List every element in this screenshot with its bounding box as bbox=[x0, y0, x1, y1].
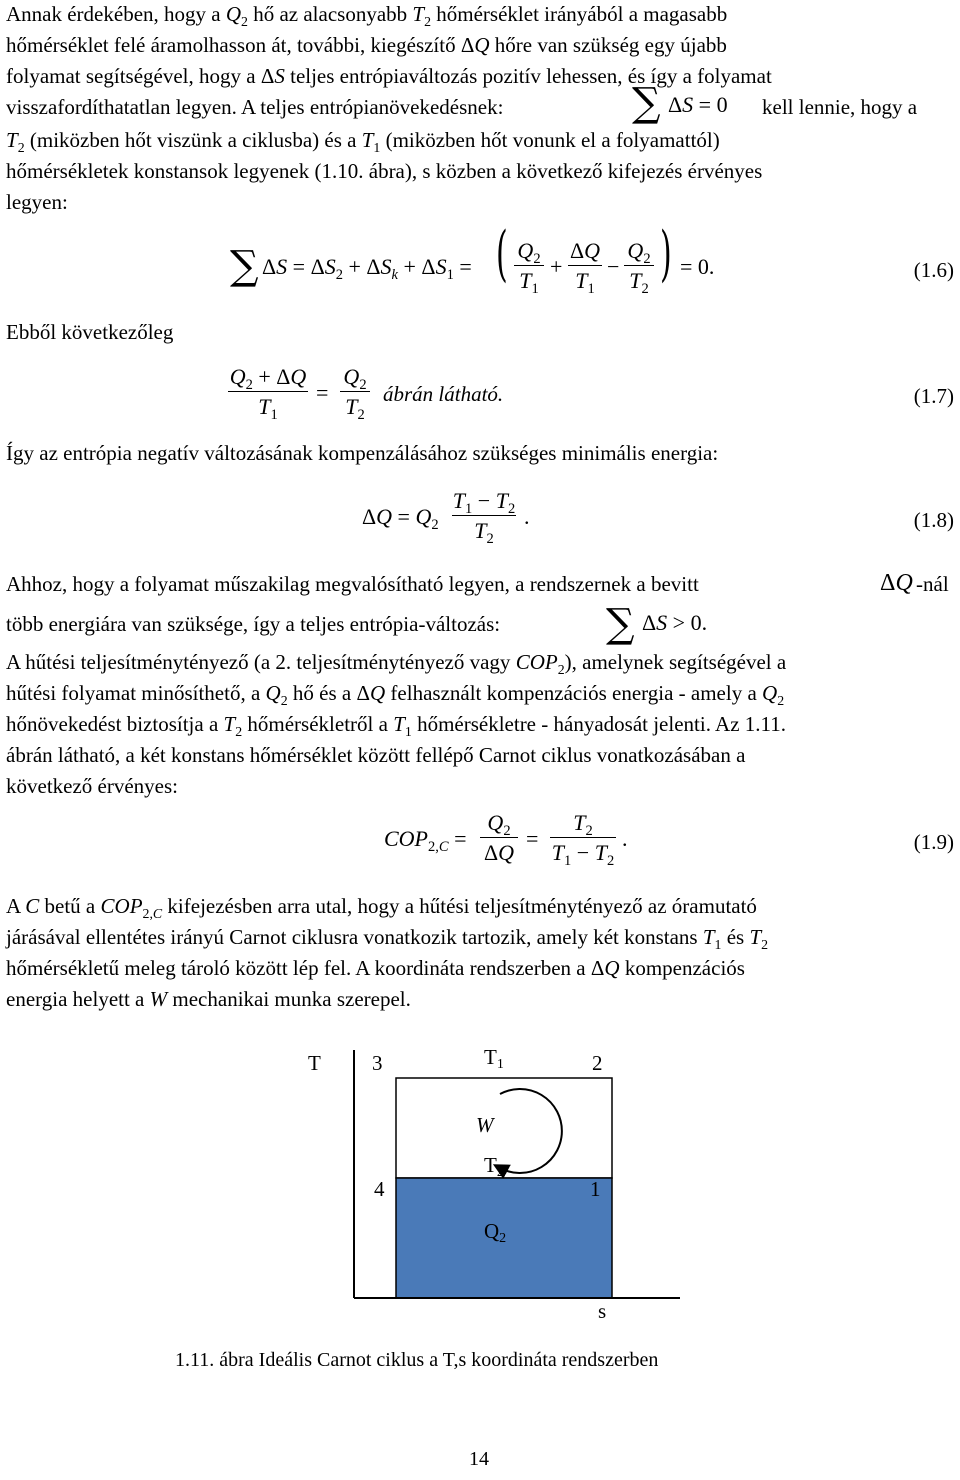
corner-4-label: 4 bbox=[374, 1177, 385, 1201]
paragraph-1-line-1: Annak érdekében, hogy a $Q_2$ hő az alacsonyabb $T_2$ hőmérséklet irányából a magasabb bbox=[6, 2, 728, 29]
inline-entropy-equation: ΔS = 0 bbox=[668, 92, 728, 117]
q2-label: Q2 bbox=[484, 1219, 507, 1246]
paragraph-5-line-1: A C betű a $COP_{2,C}$ kifejezésben arra utal, hogy a hűtési teljesítménytényező az óramutató bbox=[6, 894, 757, 921]
paragraph-4-line-5: következő érvényes: bbox=[6, 774, 179, 798]
paragraph-1-line-2: hőmérséklet felé áramolhasson át, további, kiegészítő ΔQ hőre van szükség egy újabb bbox=[6, 33, 727, 57]
paragraph-1-line-6: hőmérsékletek konstansok legyenek (1.10. ábra), s közben a következő kifejezés érvényes bbox=[6, 159, 763, 183]
corner-2-label: 2 bbox=[592, 1051, 603, 1075]
t1-label: T1 bbox=[484, 1045, 504, 1072]
corner-1-label: 1 bbox=[590, 1177, 601, 1201]
paragraph-1-line-3: folyamat segítségével, hogy a ΔS teljes entrópiaváltozás pozitív lehessen, és így a folyamat bbox=[6, 64, 772, 88]
paragraph-5-line-4: energia helyett a W mechanikai munka szerepel. bbox=[6, 987, 411, 1011]
sum-symbol: ∑ bbox=[632, 80, 661, 126]
page-number: 14 bbox=[469, 1448, 489, 1470]
paragraph-4-line-3: hőnövekedést biztosítja a $T_2$ hőmérsékletről a $T_1$ hőmérsékletre - hányadosát jelenti. Az 1.11. bbox=[6, 712, 786, 739]
figure-caption: 1.11. ábra Ideális Carnot ciklus a T,s koordináta rendszerben bbox=[175, 1349, 659, 1371]
w-label: W bbox=[476, 1113, 494, 1137]
paragraph-5-line-3: hőmérsékletű meleg tároló között lép fel. A koordináta rendszerben a ΔQ kompenzációs bbox=[6, 956, 745, 980]
paragraph-5-line-2: járásával ellentétes irányú Carnot ciklusra vonatkozik tartozik, amely két konstans $T_1$ és $T_2$ bbox=[6, 925, 769, 952]
paragraph-4-line-1: A hűtési teljesítménytényező (a 2. teljesítménytényező vagy $COP_2$), amelynek segítségével a bbox=[6, 650, 787, 677]
paragraph-4-line-4: ábrán látható, a két konstans hőmérséklet között fellépő Carnot ciklus vonatkozásában a bbox=[6, 743, 746, 767]
paragraph-1-line-5: $T_2$ (miközben hőt viszünk a ciklusba) és a $T_1$ (miközben hőt vonunk el a folyamattól) bbox=[6, 128, 720, 155]
axis-s-label: s bbox=[598, 1299, 607, 1323]
paragraph-3-line-1-end: -nál bbox=[916, 572, 949, 596]
ebbol-label: Ebből következőleg bbox=[6, 320, 174, 344]
paragraph-4-line-2: hűtési folyamat minősíthető, a $Q_2$ hő és a ΔQ felhasznált kompenzációs energia - amely a $Q_2$ bbox=[6, 681, 785, 708]
corner-3-label: 3 bbox=[372, 1051, 383, 1075]
entropy-positive: ΔS > 0. bbox=[642, 610, 708, 635]
paragraph-1-line-4: visszafordíthatatlan legyen. A teljes entrópianövekedésnek: bbox=[6, 95, 504, 119]
paragraph-3-line-2: több energiára van szüksége, így a teljes entrópia-változás: bbox=[6, 612, 501, 636]
axis-t-label: T bbox=[308, 1051, 321, 1075]
delta-q-inline: ΔQ bbox=[880, 570, 913, 596]
paragraph-1-line-7: legyen: bbox=[6, 190, 68, 214]
paragraph-2: Így az entrópia negatív változásának kompenzálásához szükséges minimális energia: bbox=[6, 441, 719, 465]
paragraph-1-line-4-end: kell lennie, hogy a bbox=[762, 95, 918, 119]
paragraph-3-line-1: Ahhoz, hogy a folyamat műszakilag megvalósítható legyen, a rendszernek a bevitt bbox=[6, 572, 699, 596]
sum-symbol-2: ∑ bbox=[606, 601, 635, 647]
t2-label: T2 bbox=[484, 1153, 504, 1180]
